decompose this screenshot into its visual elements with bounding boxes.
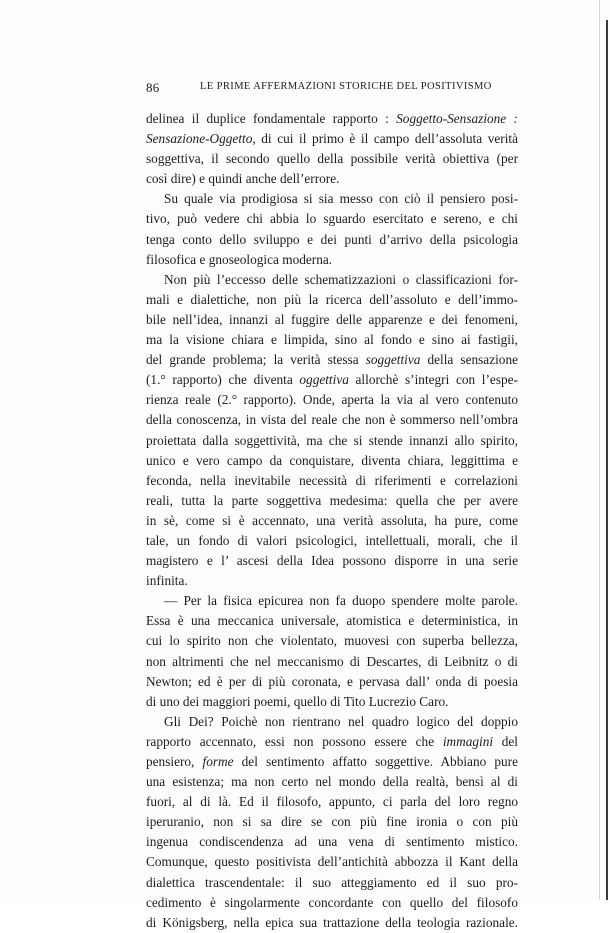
text-run: rapporto accennato, essi non possono essere che bbox=[146, 733, 443, 749]
page-number: 86 bbox=[146, 80, 160, 95]
text-run: ingenua condiscendenza ad una vena di sentimento mistico. bbox=[146, 834, 518, 850]
text-line bbox=[146, 330, 518, 350]
text-run: infinita. bbox=[146, 573, 188, 589]
text-run: della sensazione bbox=[420, 352, 518, 368]
text-run: in sè, come si è accennato, una verità assoluta, ha pure, come bbox=[146, 512, 518, 528]
text-line bbox=[146, 913, 518, 933]
text-line bbox=[146, 370, 518, 390]
text-run: del bbox=[493, 733, 518, 749]
italic-phrase: oggettiva bbox=[299, 372, 349, 388]
text-run: tenga conto dello sviluppo e dei punti d’arrivo della psicologia bbox=[146, 231, 518, 247]
text-run: (1.° rapporto) che diventa bbox=[146, 372, 300, 388]
text-line bbox=[146, 652, 518, 672]
italic-phrase: soggettiva bbox=[365, 352, 421, 368]
text-line bbox=[146, 129, 518, 149]
text-line bbox=[146, 672, 518, 692]
text-line bbox=[146, 551, 518, 571]
text-line bbox=[146, 250, 518, 270]
text-line bbox=[146, 571, 518, 591]
text-run: delinea il duplice fondamentale rapporto : bbox=[146, 111, 397, 126]
text-run: Gli Dei? Poichè non rientrano nel quadro logico del doppio bbox=[164, 713, 518, 729]
text-line bbox=[146, 189, 518, 209]
text-run: dialettica trascendentale: il suo atteggiamento ed il suo pro- bbox=[146, 874, 518, 890]
text-line bbox=[146, 611, 518, 631]
text-run: Essa è una meccanica universale, atomistica e deterministica, in bbox=[146, 613, 518, 629]
text-run: del grande problema; la verità stessa bbox=[146, 352, 366, 368]
text-line bbox=[146, 812, 518, 832]
text-run: magistero e l’ ascesi della Idea possono disporre in una serie bbox=[146, 553, 518, 569]
text-run: così dire) e quindi anche dell’errore. bbox=[146, 171, 340, 187]
text-line bbox=[146, 149, 518, 169]
text-line bbox=[146, 893, 518, 913]
text-run: Non più l’eccesso delle schematizzazioni o classificazioni for- bbox=[164, 271, 518, 287]
text-run: Comunque, questo positivista dell’antichità abbozza il Kant della bbox=[146, 854, 518, 870]
text-line bbox=[146, 692, 518, 712]
text-line bbox=[146, 873, 518, 893]
text-run: feconda, nella inevitabile necessità di riferimenti e correlazioni bbox=[146, 472, 518, 488]
text-line bbox=[146, 531, 518, 551]
text-run: una esistenza; ma non certo nel mondo della realtà, bensì al di bbox=[146, 774, 518, 790]
text-line bbox=[146, 712, 518, 732]
italic-phrase: forme bbox=[202, 754, 234, 769]
text-line bbox=[146, 310, 518, 330]
text-run: di cui il primo è il campo dell’assoluta verità bbox=[255, 131, 518, 147]
text-run: bile nell’idea, innanzi al fuggire delle apparenze e dei fenomeni, bbox=[146, 311, 518, 327]
text-run: del sentimento affatto soggettive. Abbiano pure bbox=[233, 754, 518, 769]
text-line bbox=[146, 471, 518, 491]
text-run: non altrimenti che nel meccanismo di Descartes, di Leibnitz o di bbox=[146, 653, 518, 669]
text-line bbox=[146, 209, 518, 229]
text-line bbox=[146, 792, 518, 812]
text-run: di Königsberg, nella epica sua trattazione della teologia razionale. bbox=[146, 914, 518, 930]
text-run: Su quale via prodigiosa si sia messo con ciò il pensiero posi- bbox=[164, 191, 518, 207]
text-line bbox=[146, 631, 518, 651]
text-run: tivo, può vedere chi abbia lo sguardo esercitato e sereno, e chi bbox=[146, 211, 518, 227]
text-line bbox=[146, 832, 518, 852]
text-run: soggettiva, il secondo quello della possibile verità obiettiva (per bbox=[146, 151, 518, 167]
text-run: unico e vero campo da conquistare, diventa chiara, leggittima e bbox=[146, 452, 518, 468]
text-line bbox=[146, 451, 518, 471]
text-run: iperuranio, non si sa dire se con più fine ironia o con più bbox=[146, 814, 518, 830]
text-run: cedimento è singolarmente concordante con quello del filosofo bbox=[146, 894, 518, 910]
text-line bbox=[146, 852, 518, 872]
text-line bbox=[146, 169, 518, 189]
text-run: ma la visione chiara e limpida, sino al fondo e sino ai fastigii, bbox=[146, 332, 518, 348]
text-line bbox=[146, 350, 518, 370]
text-line bbox=[146, 732, 518, 752]
italic-phrase: immagini bbox=[442, 733, 494, 749]
running-head: LE PRIME AFFERMAZIONI STORICHE DEL POSITIVISMO bbox=[200, 81, 492, 92]
text-run: allorchè s’integri con l’espe- bbox=[348, 372, 518, 388]
text-line bbox=[146, 109, 518, 129]
text-run: proiettata dalla soggettività, ma che si stende innanzi allo spirito, bbox=[146, 432, 518, 448]
text-line bbox=[146, 491, 518, 511]
italic-phrase: Sensazione-Oggetto, bbox=[146, 131, 256, 147]
text-line bbox=[146, 230, 518, 250]
text-run: — Per la fisica epicurea non fa duopo spendere molte parole. bbox=[164, 593, 518, 609]
text-run: filosofica e gnoseologica moderna. bbox=[146, 251, 333, 267]
text-run: di uno dei maggiori poemi, quello di Tito Lucrezio Caro. bbox=[146, 693, 449, 709]
text-run: fuori, al di là. Ed il filosofo, appunto, ci parla del loro regno bbox=[146, 794, 518, 810]
scan-border bbox=[606, 20, 608, 900]
text-line bbox=[146, 752, 518, 772]
text-line bbox=[146, 270, 518, 290]
text-line bbox=[146, 772, 518, 792]
body-text bbox=[146, 109, 518, 933]
text-line bbox=[146, 390, 518, 410]
text-run: rienza reale (2.° rapporto). Onde, aperta la via al vero contenuto bbox=[146, 392, 518, 408]
text-run: pensiero, bbox=[146, 754, 203, 769]
page-header bbox=[146, 80, 518, 96]
text-run: tale, un fondo di valori psicologici, intellettuali, morali, che il bbox=[146, 532, 518, 548]
text-run: Newton; ed è per di più coronata, e pervasa dall’ onda di poesia bbox=[146, 673, 518, 689]
text-line bbox=[146, 511, 518, 531]
text-line bbox=[146, 290, 518, 310]
text-run: della conoscenza, in vista del reale che non è sommerso nell’ombra bbox=[146, 412, 518, 428]
page-edge-line bbox=[599, 0, 600, 900]
text-run: cui lo spirito non che violentato, muovesi con superba bellezza, bbox=[146, 633, 518, 649]
text-run: reali, tutta la parte soggettiva medesima: quella che per avere bbox=[146, 492, 518, 508]
text-line bbox=[146, 431, 518, 451]
text-line bbox=[146, 410, 518, 430]
text-line bbox=[146, 591, 518, 611]
italic-phrase: Soggetto-Sensazione : bbox=[396, 111, 518, 126]
text-run: mali e dialettiche, non più la ricerca dell’assoluto e dell’immo- bbox=[146, 291, 518, 307]
